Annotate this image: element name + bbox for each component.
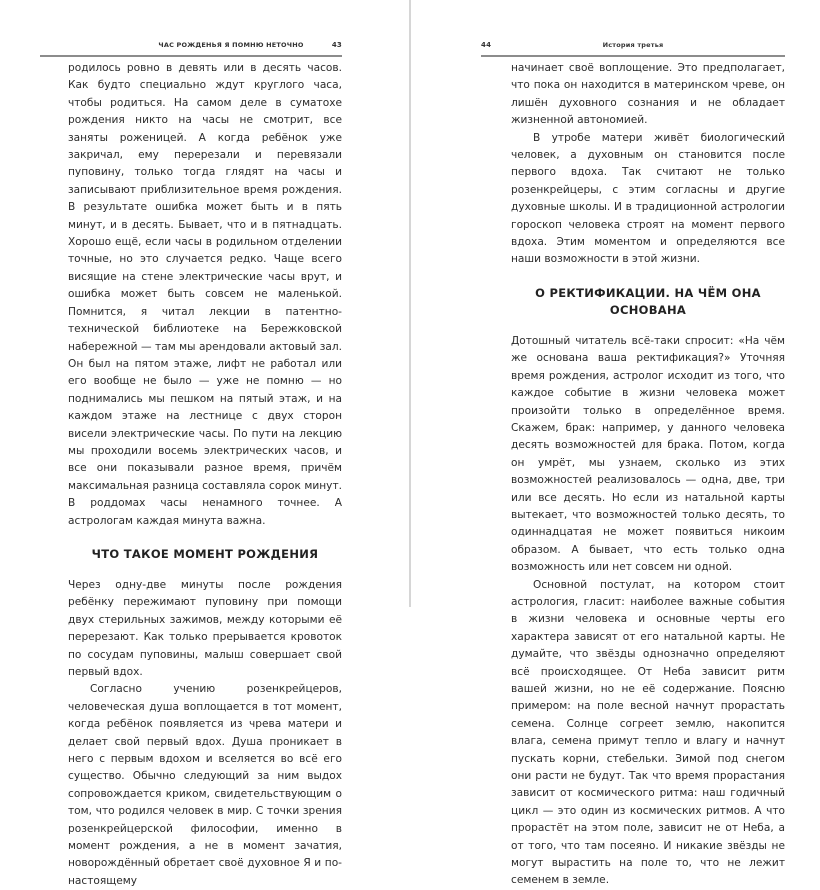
paragraph: Согласно учению розенкрейцеров, человеческая душа воплощается в тот момент, когда ребёнок появляется из чрева матери и делает свой первый вдох. Душа проникает в него с первым вдохом и вселяется во всё его существо. Обычно следующий за ним выдох сопровождается криком, свидетельствующим о том, что родился человек в мир. С точки зрения розенкрейцерской философии, именно в момент рождения, а не в момент зачатия, новорождённый обретает своё духовное Я и по-настоящему [68, 683, 342, 887]
page-body [511, 60, 785, 890]
paragraph: начинает своё воплощение. Это предполагает, что пока он находится в материнском чреве, он лишён духовного сознания и не обладает жизненной автономией. [511, 62, 785, 127]
running-head [481, 41, 785, 53]
running-head-title: ЧАС РОЖДЕНЬЯ Я ПОМНЮ НЕТОЧНО [158, 41, 304, 49]
section-heading: О РЕКТИФИКАЦИИ. НА ЧЁМ ОНА ОСНОВАНА [535, 285, 761, 317]
header-rule [481, 55, 785, 57]
paragraph: Основной постулат, на котором стоит астрология, гласит: наиболее важные события в жизни человека и основные черты его характера зависят от его натальной карты. Не думайте, что звёзды однозначно определяют всё происходящее. От Неба зависит ритм вашей жизни, но не её содержание. Поясню примером: на поле весной начнут прорастать семена. Солнце согреет землю, накопится влага, семена примут тепло и влагу и начнут пускать корни, стебельки. Зимой под снегом они расти не будут. Так что время прорастания зависит от космического ритма: наш годичный цикл — это один из космических ритмов. А что прорастёт на этом поле, зависит не от Неба, а от того, что там посеяно. И никакие звёзды не могут вырастить на поле то, что не лежит семенем в земле. [511, 578, 785, 887]
page-number: 44 [481, 41, 492, 49]
page-number: 43 [331, 41, 342, 49]
section-heading: ЧТО ТАКОЕ МОМЕНТ РОЖДЕНИЯ [91, 546, 319, 561]
header-rule [40, 55, 342, 57]
right-page [411, 0, 820, 887]
paragraph: родилось ровно в девять или в десять часов. Как будто специально ждут круглого часа, чтобы родиться. На самом деле в суматохе рождения никто на часы не смотрит, все заняты роженицей. А когда ребёнок уже закричал, ему перерезали и перевязали пуповину, только тогда глядят на часы и записывают приблизительное время рождения. В результате ошибка может быть и в пять минут, и в десять. Бывает, что и в пятнадцать. Хорошо ещё, если часы в родильном отделении точные, но это случается редко. Чаще всего висящие на стене электрические часы врут, и ошибка может быть совсем не маленькой. Помнится, я читал лекции в патентно-технической библиотеке на Бережковской набережной — там мы арендовали актовый зал. Он был на пятом этаже, лифт не работал или его вообще не было — уже не помню — но поднимались мы пешком на пятый этаж, и на каждом этаже на лестнице с двух сторон висели электрические часы. По пути на лекцию мы проходили восемь электрических часов, и все они показывали разное время, причём максимальная разница составляла сорок минут. В роддомах часы ненамного точнее. А астрологам каждая минута важна. [68, 62, 342, 527]
paragraph: Через одну-две минуты после рождения ребёнку пережимают пуповину при помощи двух стерильных зажимов, между которыми её перерезают. Как только прерывается кровоток по сосудам пуповины, малыш совершает свой первый вдох. [68, 578, 342, 678]
left-page [0, 0, 409, 887]
page-body [68, 60, 342, 890]
running-head [120, 41, 342, 53]
paragraph: В утробе матери живёт биологический человек, а духовным он становится после первого вдоха. Так считают не только розенкрейцеры, с этим согласны и другие духовные школы. И в традиционной астрологии гороскоп человека строят на момент первого вдоха. Этим моментом и определяются все наши возможности в этой жизни. [511, 131, 785, 266]
running-head-title: История третья [602, 41, 664, 49]
paragraph: Дотошный читатель всё-таки спросит: «На чём же основана ваша ректификация?» Уточняя время рождения, астролог исходит из того, что каждое событие в жизни человека может произойти только в определённое время. Скажем, брак: например, у данного человека десять возможностей для брака. Потом, когда он умрёт, мы узнаем, сколько из этих возможностей реализовалось — одна, две, три или все десять. Но если из натальной карты вытекает, что возможностей только десять, то одиннадцатая не может появиться никоим образом. А бывает, что есть только одна возможность или нет совсем ни одной. [511, 334, 785, 574]
